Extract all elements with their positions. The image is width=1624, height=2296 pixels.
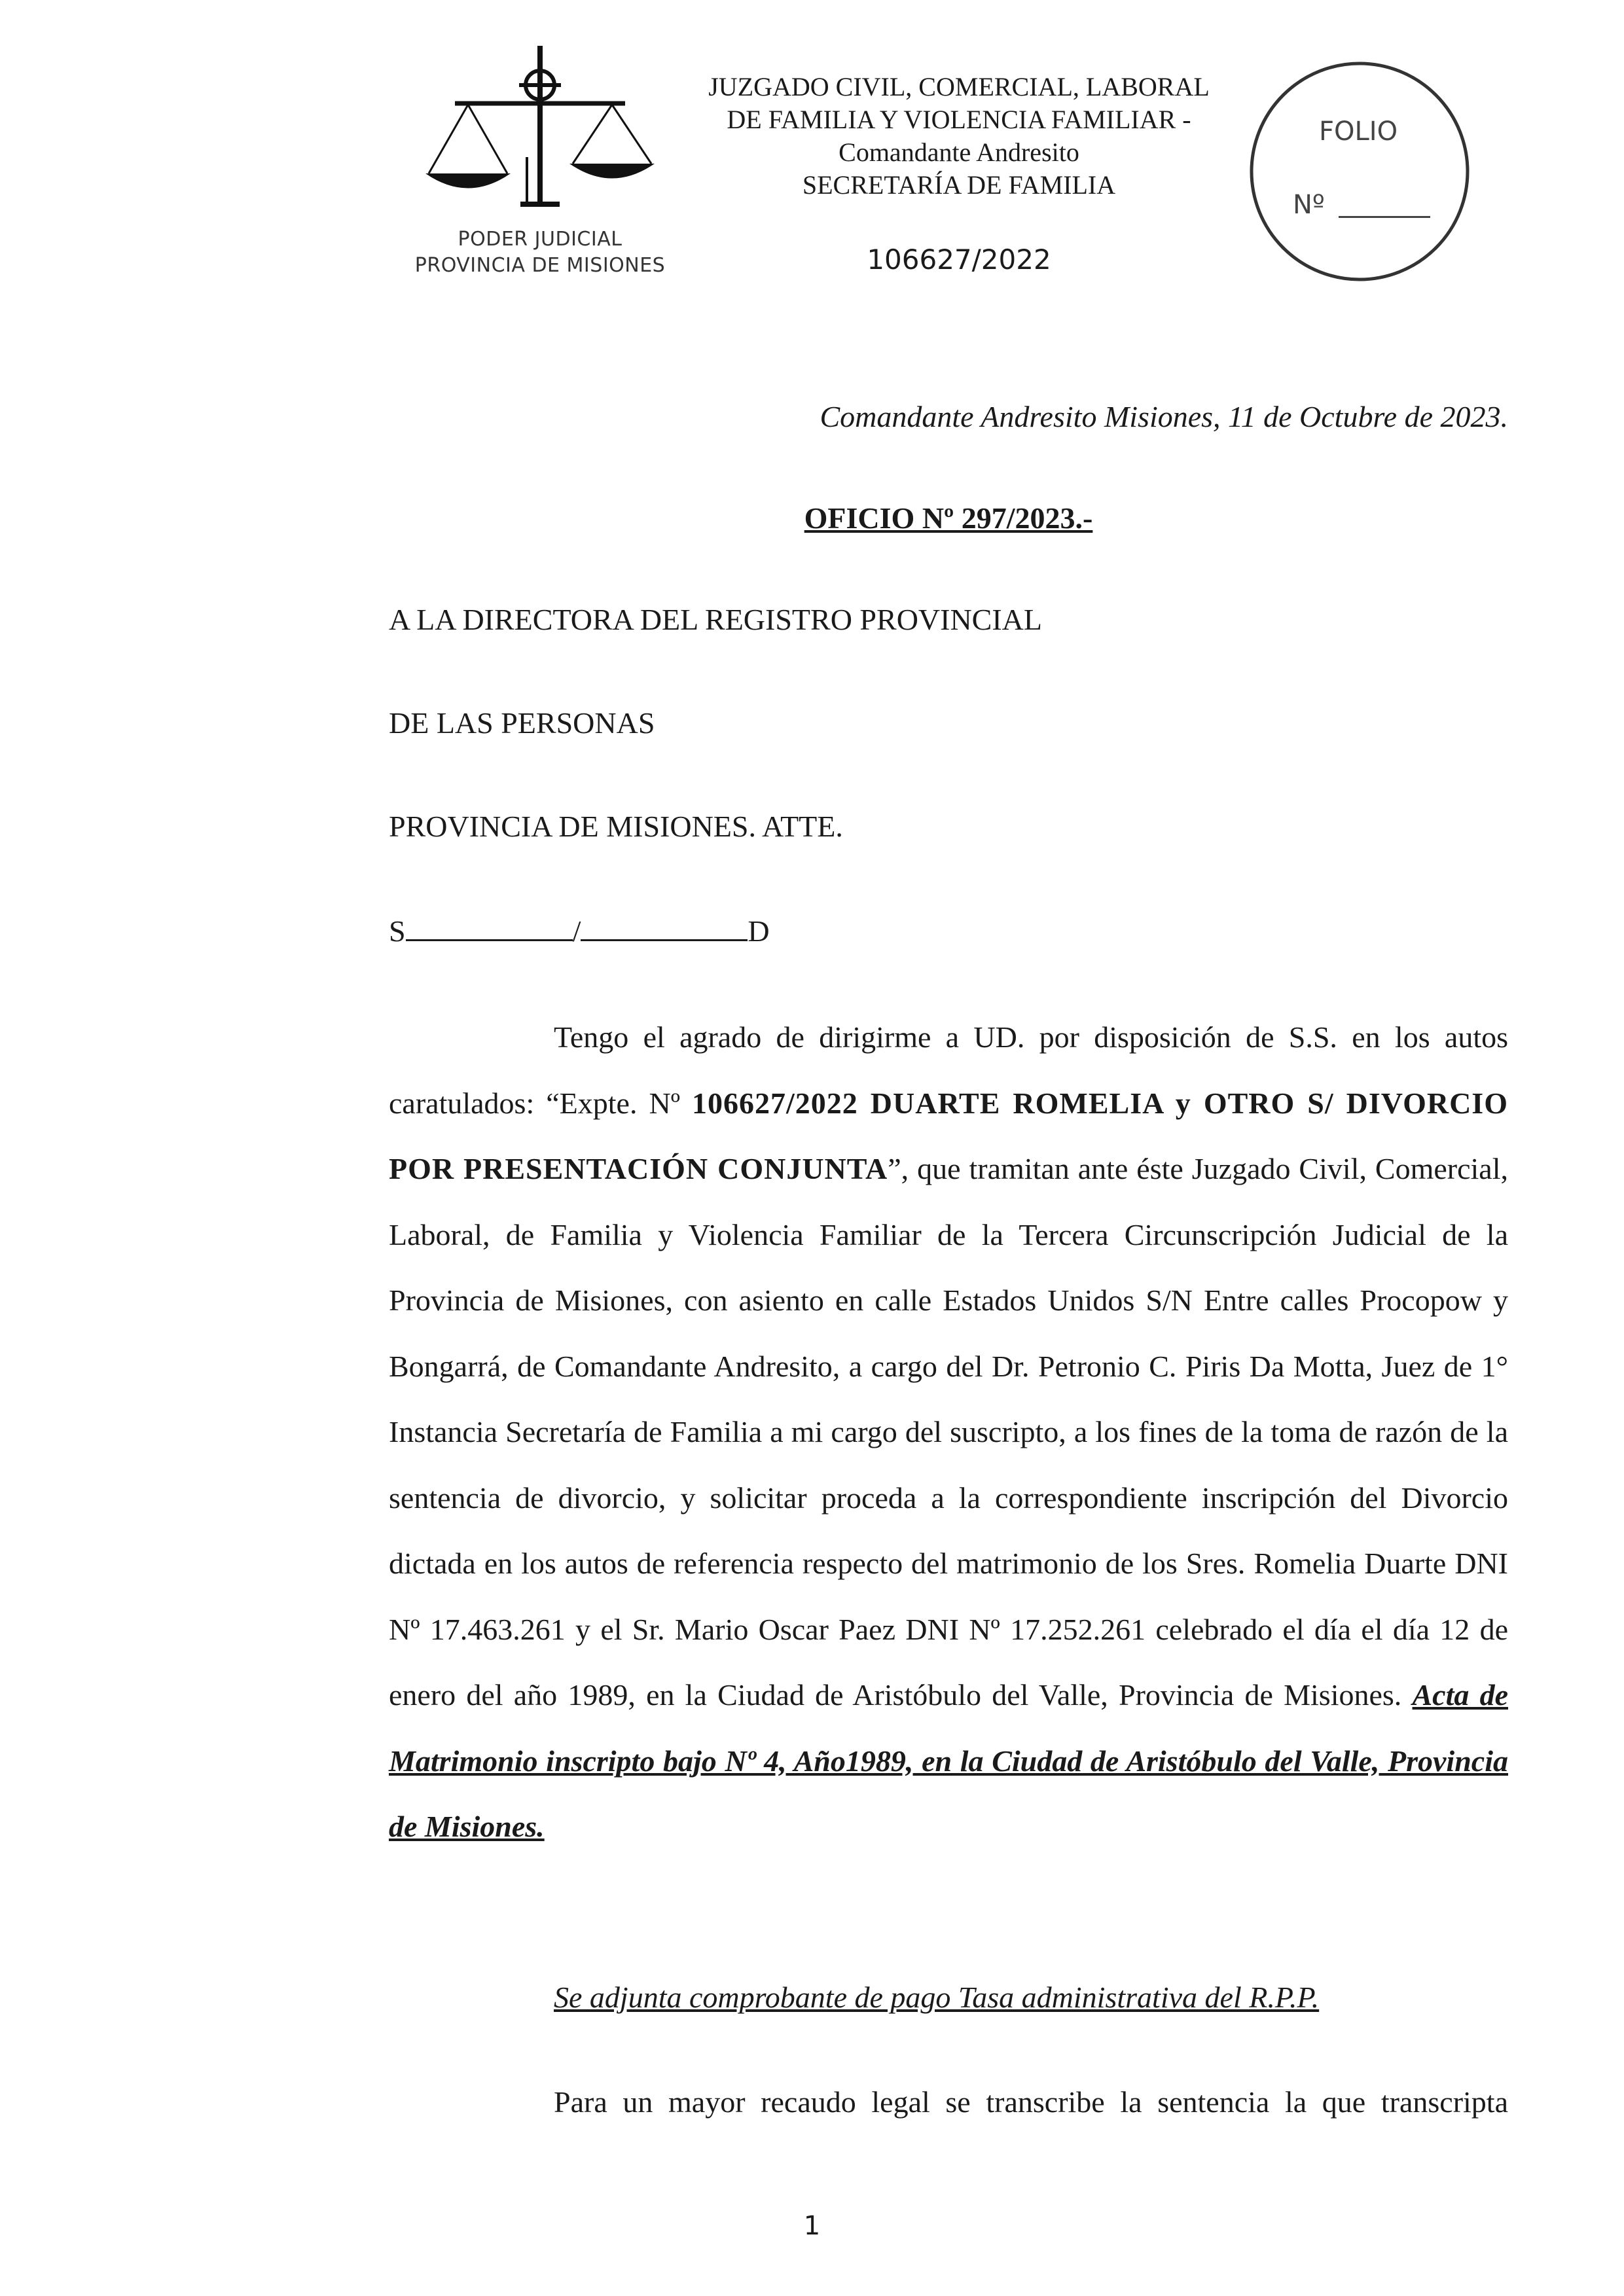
folio-blank-line	[1339, 216, 1430, 218]
folio-circle-icon	[1247, 59, 1473, 285]
addressee-line-3: PROVINCIA DE MISIONES. ATTE.	[389, 810, 843, 843]
closing-line: Para un mayor recaudo legal se transcribe la sentencia la que transcripta	[554, 2085, 1508, 2119]
para-intro: Tengo el agrado de dirigirme a UD. por disposición de S.S. en los autos caratulados: “Expte. Nº	[389, 1020, 1508, 1120]
sd-blank-1	[406, 913, 573, 941]
judicial-logo	[403, 39, 677, 295]
court-line-3: Comandante Andresito	[839, 137, 1079, 167]
scales-of-justice-icon	[403, 39, 677, 255]
court-line-2: DE FAMILIA Y VIOLENCIA FAMILIAR -	[727, 105, 1191, 134]
sd-start: S	[389, 914, 406, 948]
oficio-title: OFICIO Nº 297/2023.-	[804, 501, 1093, 535]
addressee-line-2: DE LAS PERSONAS	[389, 706, 655, 740]
logo-line-1: PODER JUDICIAL	[458, 228, 623, 251]
logo-line-2: PROVINCIA DE MISIONES	[414, 254, 666, 277]
para-acta: Acta de Matrimonio inscripto bajo Nº 4, Año1989, en la Ciudad de Aristóbulo del Valle, Provincia de Misiones.	[389, 1678, 1508, 1843]
attachment-note: Se adjunta comprobante de pago Tasa administrativa del R.P.P.	[554, 1981, 1320, 2014]
para-case-title: 106627/2022 DUARTE ROMELIA y OTRO S/ DIVORCIO POR PRESENTACIÓN CONJUNTA	[389, 1086, 1508, 1185]
court-line-4: SECRETARÍA DE FAMILIA	[802, 170, 1116, 200]
main-paragraph	[389, 1005, 1508, 1860]
sd-end: D	[748, 914, 770, 948]
sd-blank-2	[581, 913, 748, 941]
date-line: Comandante Andresito Misiones, 11 de Octubre de 2023.	[820, 400, 1508, 433]
folio-number-label: Nº	[1293, 190, 1325, 220]
folio-label: FOLIO	[1319, 117, 1398, 147]
addressee-line-1: A LA DIRECTORA DEL REGISTRO PROVINCIAL	[389, 603, 1042, 636]
para-body: ”, que tramitan ante éste Juzgado Civil, Comercial, Laboral, de Familia y Violencia Familiar de la Tercera Circunscripción Judicial de la Provincia de Misiones, con asiento en calle Estados Unidos S/N Entre calles Procopow y Bongarrá, de Comandante Andresito, a cargo del Dr. Petronio C. Piris Da Motta, Juez de 1° Instancia Secretaría de Familia a mi cargo del suscripto, a los fines de la toma de razón de la sentencia de divorcio, y solicitar proceda a la correspondiente inscripción del Divorcio dictada en los autos de referencia respecto del matrimonio de los Sres. Romelia Duarte DNI Nº 17.463.261 y el Sr. Mario Oscar Paez DNI Nº 17.252.261 celebrado el día el día 12 de enero del año 1989, en la Ciudad de Aristóbulo del Valle, Provincia de Misiones.	[389, 1152, 1508, 1712]
expediente-number: 106627/2022	[867, 243, 1051, 276]
court-heading	[668, 71, 1250, 202]
salutation-sd	[389, 913, 770, 948]
sd-mid: /	[572, 914, 581, 948]
folio-stamp	[1247, 59, 1473, 285]
page-number: 1	[803, 2211, 821, 2241]
court-line-1: JUZGADO CIVIL, COMERCIAL, LABORAL	[708, 72, 1210, 101]
